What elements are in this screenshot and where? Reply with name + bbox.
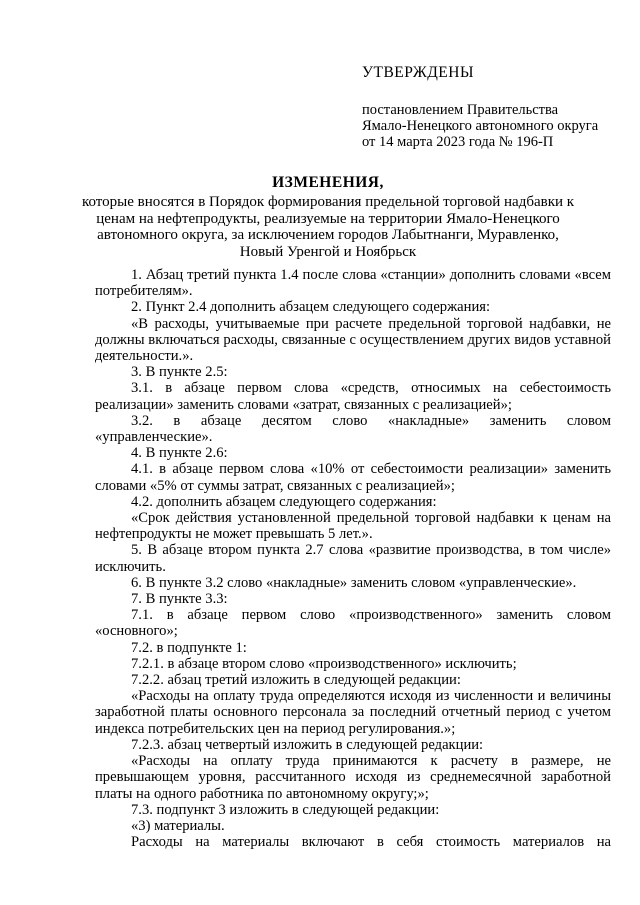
paragraph: 4.2. дополнить абзацем следующего содержания: bbox=[131, 493, 437, 510]
approval-line: постановлением Правительства bbox=[362, 102, 559, 118]
paragraph: «Расходы на оплату труда принимаются к расчету в размере, не превышающем уровня, рассчитанного исходя из среднемесячной заработной платы на одного работника по автономному округу;»; bbox=[95, 753, 611, 802]
paragraph: «В расходы, учитываемые при расчете предельной торговой надбавки, не должны включаться расходы, связанные с осуществлением других видов уставной деятельности.». bbox=[95, 315, 611, 365]
paragraph: 5. В абзаце втором пункта 2.7 слова «развитие производства, в том числе» исключить. bbox=[95, 542, 611, 575]
approval-stamp bbox=[362, 64, 632, 150]
paragraph: 7.2.3. абзац четвертый изложить в следующей редакции: bbox=[131, 736, 484, 753]
paragraph: 6. В пункте 3.2 слово «накладные» заменить словом «управленческие». bbox=[131, 574, 577, 591]
paragraph: «Расходы на оплату труда определяются исходя из численности и величины заработной платы основного персонала за последний отчетный период с учетом индекса потребительских цен на период регулирования.»; bbox=[95, 688, 611, 737]
title-subtitle-line: Новый Уренгой и Ноябрьск bbox=[239, 243, 417, 260]
approval-heading: УТВЕРЖДЕНЫ bbox=[362, 64, 474, 81]
document-title bbox=[60, 174, 596, 260]
paragraph: 4.1. в абзаце первом слова «10% от себестоимости реализации» заменить словами «5% от суммы затрат, связанных с реализацией»; bbox=[95, 461, 611, 494]
paragraph: 7.1. в абзаце первом слово «производственного» заменить словом «основного»; bbox=[95, 607, 611, 640]
paragraph: 1. Абзац третий пункта 1.4 после слова «станции» дополнить словами «всем потребителям». bbox=[95, 267, 611, 300]
title-main: ИЗМЕНЕНИЯ, bbox=[272, 174, 384, 191]
paragraph: Расходы на материалы включают в себя стоимость материалов на bbox=[131, 834, 611, 851]
paragraph: 7.2.1. в абзаце втором слово «производственного» исключить; bbox=[131, 655, 517, 672]
paragraph: 3. В пункте 2.5: bbox=[131, 364, 228, 381]
paragraph: 2. Пункт 2.4 дополнить абзацем следующего содержания: bbox=[131, 299, 491, 316]
paragraph: 4. В пункте 2.6: bbox=[131, 445, 228, 462]
approval-line: от 14 марта 2023 года № 196-П bbox=[362, 134, 554, 150]
document-body bbox=[95, 267, 611, 850]
paragraph: «3) материалы. bbox=[131, 817, 225, 834]
paragraph: 3.1. в абзаце первом слова «средств, относимых на себестоимость реализации» заменить словами «затрат, связанных с реализацией»; bbox=[95, 380, 611, 413]
paragraph: 7.2.2. абзац третий изложить в следующей редакции: bbox=[131, 672, 461, 689]
paragraph: 7. В пункте 3.3: bbox=[131, 591, 228, 608]
paragraph: «Срок действия установленной предельной торговой надбавки к ценам на нефтепродукты не может превышать 5 лет.». bbox=[95, 510, 611, 543]
title-subtitle-line: которые вносятся в Порядок формирования предельной торговой надбавки к bbox=[81, 194, 575, 210]
title-subtitle-line: автономного округа, за исключением городов Лабытнанги, Муравленко, bbox=[97, 227, 559, 243]
approval-line: Ямало-Ненецкого автономного округа bbox=[362, 118, 599, 134]
paragraph: 7.3. подпункт 3 изложить в следующей редакции: bbox=[131, 801, 440, 818]
paragraph: 3.2. в абзаце десятом слово «накладные» заменить словом «управленческие». bbox=[95, 412, 611, 446]
title-subtitle-line: ценам на нефтепродукты, реализуемые на территории Ямало-Ненецкого bbox=[96, 210, 560, 227]
paragraph: 7.2. в подпункте 1: bbox=[131, 639, 247, 656]
